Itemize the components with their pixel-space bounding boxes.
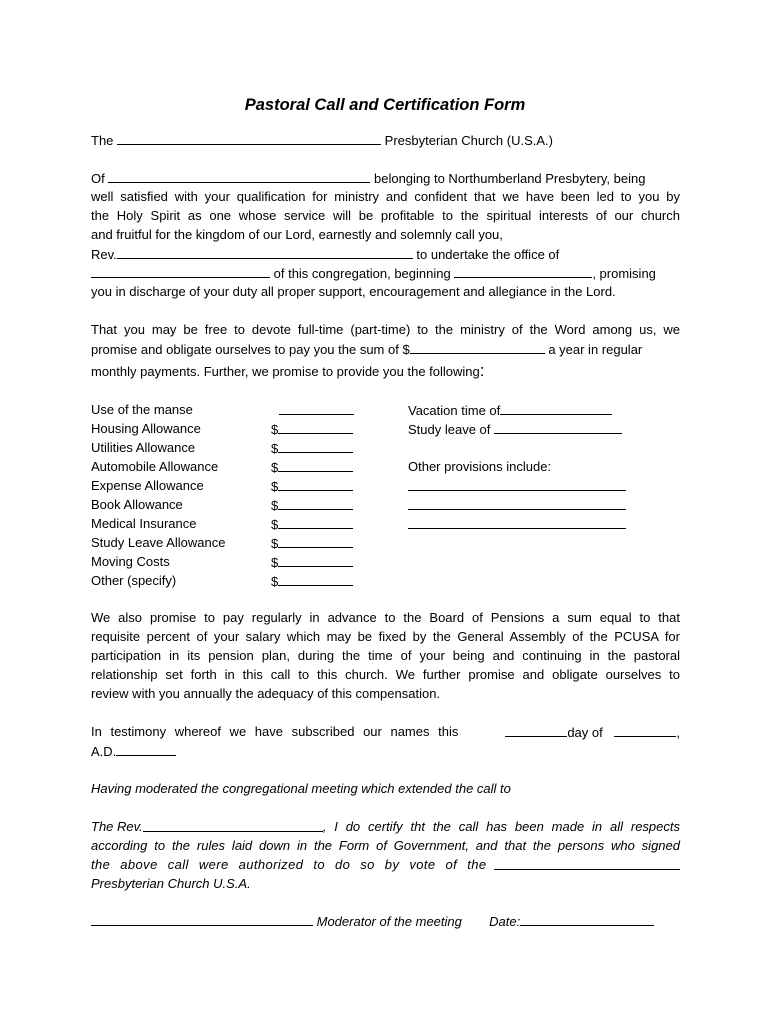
year-field[interactable] xyxy=(116,743,176,756)
currency-sign: $ xyxy=(271,555,279,570)
vote-label: the above call were authorized to do so by vote of the xyxy=(91,857,487,872)
p1-line-3: the Holy Spirit as one whose service will be profitable to the spiritual interests of our church xyxy=(91,208,680,223)
study-leave-field[interactable] xyxy=(494,421,622,434)
p3-line-4: relationship set forth in this call to this church. We further promise and obligate ourselves to xyxy=(91,667,680,682)
currency-sign: $ xyxy=(271,498,279,513)
allowance-label: Other (specify) xyxy=(91,573,177,588)
date-label: Date: xyxy=(489,914,521,929)
allowance-amount xyxy=(271,554,353,571)
allowance-amount xyxy=(271,497,353,514)
allowance-label: Book Allowance xyxy=(91,497,183,512)
allowance-label: Medical Insurance xyxy=(91,516,197,531)
provide-label: monthly payments. Further, we promise to provide you the following xyxy=(91,364,480,379)
vacation-line xyxy=(408,402,612,419)
p1-line-4: and fruitful for the kingdom of our Lord, earnestly and solemnly call you, xyxy=(91,227,503,242)
allowance-amount xyxy=(271,421,353,438)
other-provisions-field[interactable] xyxy=(408,497,626,510)
currency-sign: $ xyxy=(271,441,279,456)
office-line xyxy=(91,265,656,282)
allowance-amount xyxy=(271,573,353,590)
salary-field[interactable] xyxy=(410,341,545,354)
currency-sign: $ xyxy=(271,536,279,551)
salary-label: promise and obligate ourselves to pay you the sum of $ xyxy=(91,342,410,357)
allowance-amount xyxy=(271,478,353,495)
p1-line-7: you in discharge of your duty all proper support, encouragement and allegiance in the Lord. xyxy=(91,284,616,299)
rev-line xyxy=(91,246,559,263)
rev-label-2: The Rev. xyxy=(91,819,143,834)
moderated-line: Having moderated the congregational meeting which extended the call to xyxy=(91,781,511,796)
allowance-amount xyxy=(271,535,353,552)
allowance-amount-field[interactable] xyxy=(278,459,353,472)
allowance-label: Utilities Allowance xyxy=(91,440,196,455)
allowance-amount-field[interactable] xyxy=(278,573,353,586)
p3-line-2: requisite percent of your salary which may be fixed by the General Assembly of the PCUSA for xyxy=(91,629,680,644)
currency-sign: $ xyxy=(271,422,279,437)
currency-sign: $ xyxy=(271,479,279,494)
allowance-label: Expense Allowance xyxy=(91,478,204,493)
church-name-line xyxy=(91,132,553,149)
ad-line xyxy=(91,743,176,760)
church-name-field[interactable] xyxy=(117,132,381,145)
p6-line-2: according to the rules laid down in the Form of Government, and that the persons who signed xyxy=(91,838,680,853)
date-field[interactable] xyxy=(520,913,654,926)
office-field[interactable] xyxy=(91,265,270,278)
day-of-label: day of xyxy=(567,725,603,740)
allowance-label: Study Leave Allowance xyxy=(91,535,226,550)
allowance-amount-field[interactable] xyxy=(278,497,353,510)
p3-line-3: participation in its pension plan, during the time of your being and continuing in the pastoral xyxy=(91,648,680,663)
provide-colon: : xyxy=(479,361,485,380)
currency-sign: $ xyxy=(271,460,279,475)
other-provisions-line xyxy=(408,478,626,495)
vacation-field[interactable] xyxy=(500,402,612,415)
of-label: Of xyxy=(91,171,105,186)
other-provisions-field[interactable] xyxy=(408,478,626,491)
salary-line xyxy=(91,341,642,358)
testimony-fields xyxy=(505,724,680,741)
rev-rest: to undertake the office of xyxy=(416,247,560,262)
testimony-label: In testimony whereof we have subscribed our names this xyxy=(91,724,459,739)
allowance-label: Housing Allowance xyxy=(91,421,201,436)
allowance-amount-field[interactable] xyxy=(278,421,353,434)
p2-line-3 xyxy=(91,363,484,380)
church-vote-field[interactable] xyxy=(494,857,680,870)
allowance-amount xyxy=(271,440,353,457)
p3-line-1: We also promise to pay regularly in advance to the Board of Pensions a sum equal to that xyxy=(91,610,680,625)
moderator-label: Moderator of the meeting xyxy=(316,914,462,929)
p2-line-1: That you may be free to devote full-time (part-time) to the ministry of the Word among us, we xyxy=(91,322,680,337)
allowance-amount xyxy=(271,459,353,476)
certify-text: , I do certify tht the call has been made in all respects xyxy=(322,819,680,834)
of-line xyxy=(91,170,645,187)
study-leave-line xyxy=(408,421,622,438)
allowance-amount xyxy=(271,516,353,533)
signature-line xyxy=(91,913,654,930)
allowance-amount-field[interactable] xyxy=(278,516,353,529)
allowance-amount-field[interactable] xyxy=(278,554,353,567)
of-rest: belonging to Northumberland Presbytery, being xyxy=(373,171,646,186)
allowance-label: Use of the manse xyxy=(91,402,193,417)
allowance-amount-field[interactable] xyxy=(278,440,353,453)
comma: , xyxy=(676,725,680,740)
certify-line xyxy=(91,819,680,835)
allowance-label: Moving Costs xyxy=(91,554,170,569)
currency-sign: $ xyxy=(271,517,279,532)
page-title: Pastoral Call and Certification Form xyxy=(244,96,526,114)
month-field[interactable] xyxy=(614,724,676,737)
other-provisions-line xyxy=(408,497,626,514)
other-provisions-line xyxy=(408,516,626,533)
church-suffix: Presbyterian Church (U.S.A.) xyxy=(384,133,553,148)
rev-name-field-2[interactable] xyxy=(143,819,323,832)
rev-name-field[interactable] xyxy=(117,246,413,259)
p6-line-4: Presbyterian Church U.S.A. xyxy=(91,876,251,891)
beginning-label: of this congregation, beginning xyxy=(273,266,451,281)
salary-suffix: a year in regular xyxy=(548,342,643,357)
day-field[interactable] xyxy=(505,724,567,737)
promising-label: , promising xyxy=(592,266,656,281)
allowance-label: Automobile Allowance xyxy=(91,459,219,474)
p3-line-5: review with you annually the adequacy of this compensation. xyxy=(91,686,441,701)
testimony-line xyxy=(91,724,680,741)
other-provisions-field[interactable] xyxy=(408,516,626,529)
moderator-signature-field[interactable] xyxy=(91,913,313,926)
allowance-amount xyxy=(271,402,354,419)
of-field[interactable] xyxy=(108,170,370,183)
vote-line xyxy=(91,857,680,873)
allowance-amount-field[interactable] xyxy=(278,535,353,548)
allowance-amount-field[interactable] xyxy=(279,402,354,415)
beginning-date-field[interactable] xyxy=(454,265,592,278)
ad-label: A.D. xyxy=(91,744,117,759)
study-leave-label: Study leave of xyxy=(408,422,491,437)
currency-sign: $ xyxy=(271,574,279,589)
vacation-label: Vacation time of xyxy=(408,403,501,418)
rev-label: Rev. xyxy=(91,247,117,262)
other-provisions-label: Other provisions include: xyxy=(408,459,552,474)
p1-line-2: well satisfied with your qualification for ministry and confident that we have been led to you by xyxy=(91,189,680,204)
church-prefix: The xyxy=(91,133,114,148)
allowance-amount-field[interactable] xyxy=(278,478,353,491)
